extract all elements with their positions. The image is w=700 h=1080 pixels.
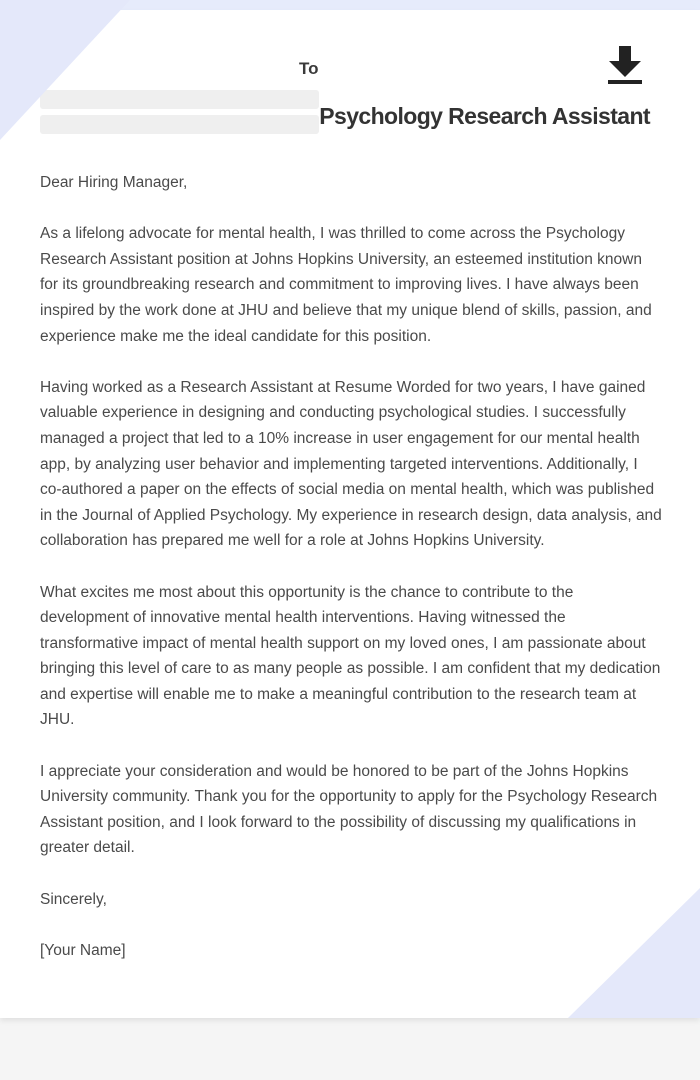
letter-paragraph: Having worked as a Research Assistant at Resume Worded for two years, I have gained valuable experience in designing and conducting psychological studies. I successfully managed a project that led to a 10% increase in user engagement for our mental health app, by analyzing user behavior and implementing targeted interventions. Additionally, I co-authored a paper on the effects of social media on mental health, which was published in the Journal of Applied Psychology. My experience in research design, data analysis, and collaboration has prepared me well for a role at Johns Hopkins University. [40, 378, 662, 550]
corner-decoration-top-left [0, 0, 130, 140]
letter-paragraph: I appreciate your consideration and would be honored to be part of the Johns Hopkins University community. Thank you for the opportunity to apply for the Psychology Research Assistant position, and I look forward to the possibility of discussing my qualifications in greater detail. [40, 762, 658, 857]
letter-sheet [0, 10, 700, 1018]
letter-body [40, 170, 662, 989]
letter-closing: Sincerely, [40, 890, 107, 908]
letter-paragraph: What excites me most about this opportunity is the chance to contribute to the development of innovative mental health interventions. Having witnessed the transformative impact of mental health support on my loved ones, I am passionate about bringing this level of care to as many people as possible. I am confident that my dedication and expertise will enable me to make a meaningful contribution to the research team at JHU. [40, 583, 661, 729]
letter-signature: [Your Name] [40, 941, 126, 959]
job-title: Psychology Research Assistant [319, 103, 650, 129]
letter-paragraph: As a lifelong advocate for mental health, I was thrilled to come across the Psychology Research Assistant position at Johns Hopkins University, an esteemed institution known for its groundbreaking research and commitment to improving lives. I have always been inspired by the work done at JHU and believe that my unique blend of skills, passion, and experience make me the ideal candidate for this position. [40, 225, 652, 345]
download-icon[interactable] [606, 46, 644, 84]
to-label: To [299, 59, 319, 78]
letter-greeting: Dear Hiring Manager, [40, 174, 188, 191]
